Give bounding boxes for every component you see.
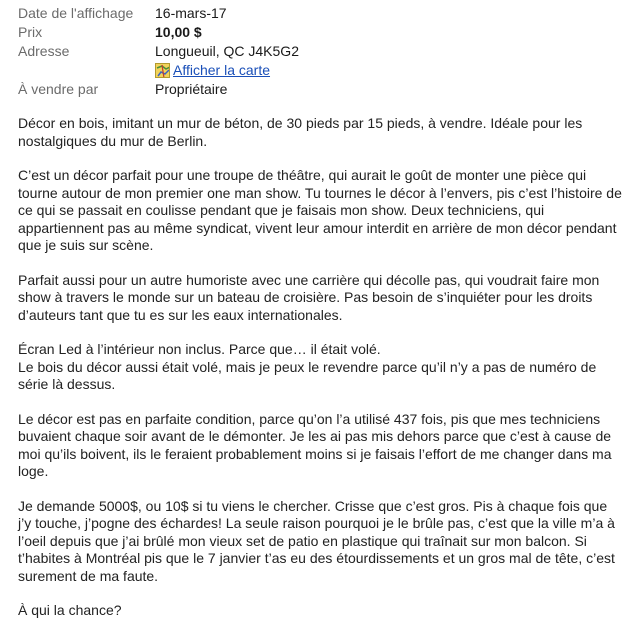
price-value: 10,00 $ xyxy=(155,24,202,40)
show-map-link[interactable] xyxy=(155,61,270,80)
price-row xyxy=(18,23,618,42)
description-paragraph: Écran Led à l’intérieur non inclus. Parce que… il était volé. Le bois du décor aussi était volé, mais je peux le revendre parce qu’il n’y a pas de numéro de série là dessus. xyxy=(18,341,597,392)
listing-details xyxy=(18,4,618,99)
address-value: Longueuil, QC J4K5G2 xyxy=(155,43,299,59)
description-paragraph: Le décor est pas en parfaite condition, parce qu’on l’a utilisé 437 fois, pis que mes techniciens buvaient chaque soir avant de le démonter. Je les ai pas mis dehors parce que c’est à cause de moi qu’ils boivent, ils le feraient probablement moins si je faisais l’effort de me changer dans ma loge. xyxy=(18,410,612,479)
description-paragraph: C’est un décor parfait pour une troupe de théâtre, qui aurait le goût de monter une pièce qui tourne autour de mon premier one man show. Tu tournes le décor à l’envers, pis c’est l’histoire de ce qui se passait en coulisse pendant que je faisais mon show. Deux techniciens, qui appartiennent pas au même syndicat, vivent leur amour interdit en arrière de mon décor pendant que je suis sur scène. xyxy=(18,167,622,253)
seller-row xyxy=(18,80,618,99)
show-map-label[interactable]: Afficher la carte xyxy=(173,62,271,78)
description-paragraph: Je demande 5000$, ou 10$ si tu viens le chercher. Crisse que c’est gros. Pis à chaque fois que j’y touche, j’pogne des échardes! La seule raison pourquoi je le brûle pas, c’est que la ville m’a à l’oeil depuis que j’ai brûlé mon vieux set de patio en plastique qui traînait sur mon balcon. Si t’habites à Montréal pis que le 7 janvier t’as eu des étourdissements et un gros mal de tête, c’est surement de ma faute. xyxy=(18,497,615,584)
map-icon xyxy=(155,63,170,78)
description-paragraph: À qui la chance? xyxy=(18,602,122,618)
listing-description xyxy=(18,115,624,637)
address-label: Adresse xyxy=(18,43,70,59)
description-paragraph: Décor en bois, imitant un mur de béton, de 30 pieds par 15 pieds, à vendre. Idéale pour les nostalgiques du mur de Berlin. xyxy=(18,115,583,149)
date-value: 16-mars-17 xyxy=(155,5,227,21)
price-label: Prix xyxy=(18,24,43,40)
seller-value: Propriétaire xyxy=(155,81,228,97)
date-row xyxy=(18,4,618,23)
map-row xyxy=(18,61,618,80)
address-row xyxy=(18,42,618,61)
date-label: Date de l'affichage xyxy=(18,5,134,21)
seller-label: À vendre par xyxy=(18,81,99,97)
description-paragraph: Parfait aussi pour un autre humoriste avec une carrière qui décolle pas, qui voudrait faire mon show à travers le monde sur un bateau de croisière. Pas besoin de s’inquiéter pour les droits d’auteurs tant que tu es sur les eaux internationales. xyxy=(18,271,600,323)
